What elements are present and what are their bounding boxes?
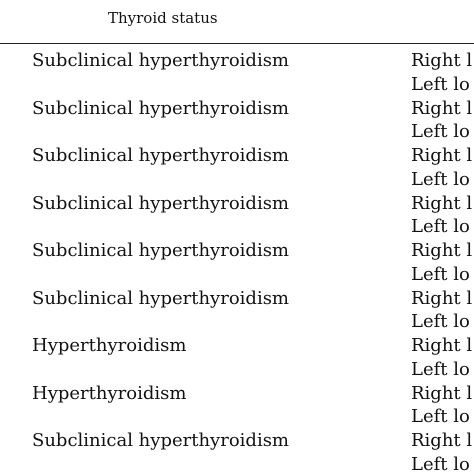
lobe-cell-right: Right l xyxy=(411,145,473,166)
thyroid-status-cell: Hyperthyroidism xyxy=(32,382,187,404)
thyroid-status-cell: Subclinical hyperthyroidism xyxy=(32,192,290,214)
lobe-cell-right: Right l xyxy=(411,335,473,356)
lobe-cell-left: Left lo xyxy=(411,311,470,332)
thyroid-status-cell: Subclinical hyperthyroidism xyxy=(32,145,290,166)
lobe-cell-right: Right l xyxy=(411,287,473,309)
thyroid-status-cell: Subclinical hyperthyroidism xyxy=(32,97,290,119)
lobe-cell-left: Left lo xyxy=(411,73,470,95)
lobe-cell-right: Right l xyxy=(411,50,473,71)
header-rule xyxy=(0,43,474,44)
lobe-cell-left: Left lo xyxy=(411,406,470,427)
thyroid-status-cell: Subclinical hyperthyroidism xyxy=(32,430,290,451)
column-header-thyroid-status: Thyroid status xyxy=(108,9,218,27)
lobe-cell-right: Right l xyxy=(411,192,473,214)
lobe-cell-right: Right l xyxy=(411,240,473,261)
thyroid-status-cell: Subclinical hyperthyroidism xyxy=(32,240,290,261)
thyroid-status-cell: Hyperthyroidism xyxy=(32,335,187,356)
thyroid-status-cell: Subclinical hyperthyroidism xyxy=(32,50,290,71)
thyroid-status-cell: Subclinical hyperthyroidism xyxy=(32,287,290,309)
lobe-cell-right: Right l xyxy=(411,430,473,451)
lobe-cell-right: Right l xyxy=(411,382,473,404)
lobe-cell-left: Left lo xyxy=(411,358,470,380)
lobe-cell-right: Right l xyxy=(411,97,473,119)
lobe-cell-left: Left lo xyxy=(411,263,470,285)
lobe-cell-left: Left lo xyxy=(411,216,470,237)
lobe-cell-left: Left lo xyxy=(411,168,470,190)
lobe-cell-left: Left lo xyxy=(411,121,470,142)
lobe-cell-left: Left lo xyxy=(411,453,470,474)
